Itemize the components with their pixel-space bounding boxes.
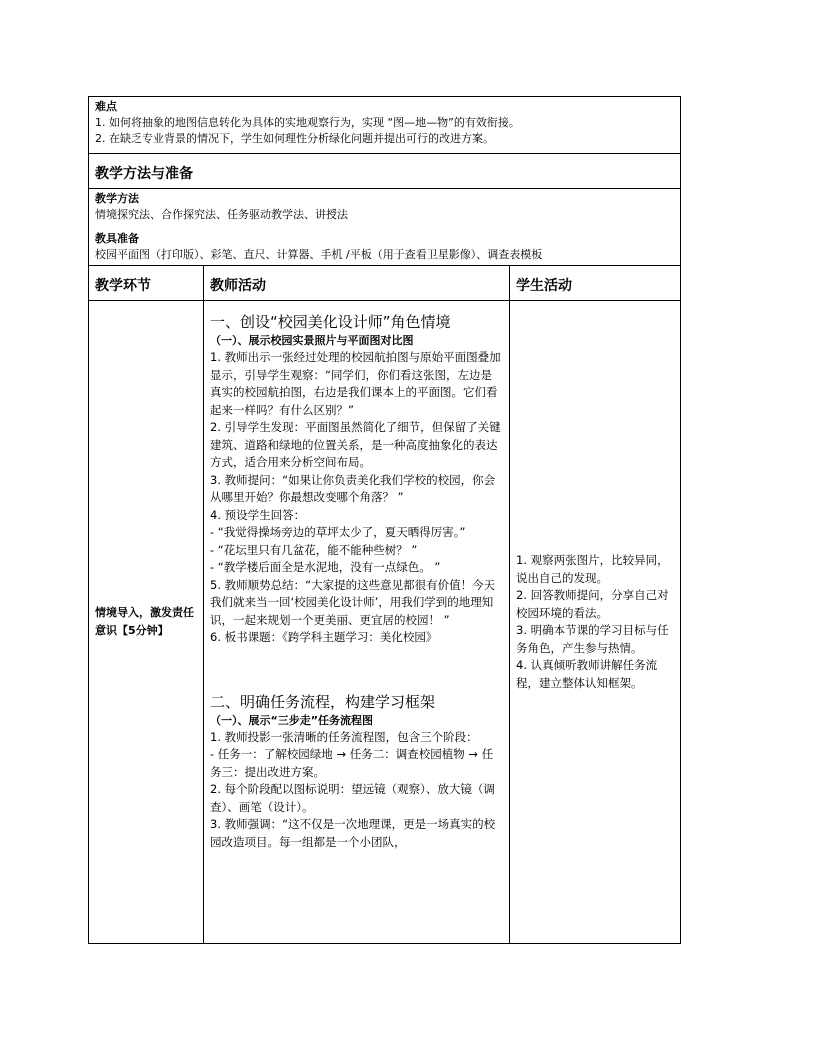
part1-line-6: - “花坛里只有几盆花，能不能种些树？ ” — [210, 542, 418, 557]
part1-line-2: 2. 引导学生发现：平面图虽然简化了细节，但保留了关键建筑、道路和绿地的位置关系，是一种高度抽象化的表达方式，适合用来分析空间布局。 — [210, 420, 501, 469]
part2-subheading: （一）、展示“三步走”任务流程图 — [210, 713, 373, 727]
part2-line-2: - 任务一：了解校园绿地 → 任务二：调查校园植物 → 任务三：提出改进方案。 — [210, 747, 494, 779]
part1-heading: 一、创设“校园美化设计师”角色情境 — [210, 313, 451, 331]
part1-line-8: 5. 教师顺势总结：“大家提的这些意见都很有价值！今天我们就来当一回‘校园美化设计师’，用我们学到的地理知识，一起来规划一个更美丽、更宜居的校园！ ” — [210, 577, 496, 627]
column-teacher: 教师活动 — [204, 266, 510, 301]
part2-line-3: 2. 每个阶段配以图标说明：望远镜（观察）、放大镜（调查）、画笔（设计）。 — [210, 782, 495, 814]
difficulty-item-1: 1. 如何将抽象的地图信息转化为具体的实地观察行为，实现 “图—地—物”的有效衔接。 — [95, 116, 520, 129]
methods-row — [89, 189, 681, 266]
teacher-activity-cell — [204, 301, 510, 944]
student-line-4: 4. 认真倾听教师讲解任务流程，建立整体认知框架。 — [516, 658, 658, 690]
page — [88, 96, 680, 944]
difficulty-cell — [89, 97, 681, 154]
part1-subheading: （一）、展示校园实景照片与平面图对比图 — [210, 334, 414, 347]
stage-row-intro — [89, 301, 681, 944]
lesson-plan-table — [88, 96, 681, 944]
part1-line-5: - “我觉得操场旁边的草坪太少了，夏天晒得厉害。” — [210, 525, 466, 539]
part1-line-3: 3. 教师提问：“如果让你负责美化我们学校的校园，你会从哪里开始？你最想改变哪个角落？ ” — [210, 472, 496, 504]
difficulty-item-2: 2. 在缺乏专业背景的情况下，学生如何理性分析绿化问题并提出可行的改进方案。 — [95, 132, 494, 145]
difficulty-row — [89, 97, 681, 154]
column-student: 学生活动 — [510, 266, 681, 301]
stage-label: 情境导入，激发责任意识【5分钟】 — [89, 301, 204, 944]
part1-line-4: 4. 预设学生回答： — [210, 507, 306, 522]
student-line-1: 1. 观察两张图片，比较异同，说出自己的发现。 — [516, 553, 669, 585]
method-title: 教学方法 — [95, 192, 139, 205]
part2-line-1: 1. 教师投影一张清晰的任务流程图，包含三个阶段： — [210, 729, 478, 744]
methods-heading-row — [89, 154, 681, 189]
part1-line-7: - “教学楼后面全是水泥地，没有一点绿色。 ” — [210, 560, 441, 574]
tools-text: 校园平面图（打印版）、彩笔、直尺、计算器、手机 /平板（用于查看卫星影像）、调查表模板 — [95, 248, 543, 261]
column-stage: 教学环节 — [89, 266, 204, 301]
part2-heading: 二、明确任务流程，构建学习框架 — [210, 692, 436, 711]
student-activity-cell — [510, 301, 681, 944]
student-line-2: 2. 回答教师提问，分享自己对校园环境的看法。 — [516, 588, 669, 620]
difficulty-title: 难点 — [95, 100, 117, 113]
methods-section-title: 教学方法与准备 — [89, 154, 681, 189]
student-line-3: 3. 明确本节课的学习目标与任务角色，产生参与热情。 — [516, 623, 669, 655]
part1-line-9: 6. 板书课题：《跨学科主题学习：美化校园》 — [210, 630, 438, 644]
method-text: 情境探究法、合作探究法、任务驱动教学法、讲授法 — [95, 208, 348, 221]
methods-cell — [89, 189, 681, 266]
column-header-row — [89, 266, 681, 301]
part2-line-4: 3. 教师强调：“这不仅是一次地理课，更是一场真实的校园改造项目。每一组都是一个小团队， — [210, 817, 496, 849]
part1-line-1: 1. 教师出示一张经过处理的校园航拍图与原始平面图叠加显示，引导学生观察：“同学们，你们看这张图，左边是真实的校园航拍图，右边是我们课本上的平面图。它们看起来一样吗？有什么区别？” — [210, 350, 501, 417]
tools-title: 教具准备 — [95, 232, 139, 245]
